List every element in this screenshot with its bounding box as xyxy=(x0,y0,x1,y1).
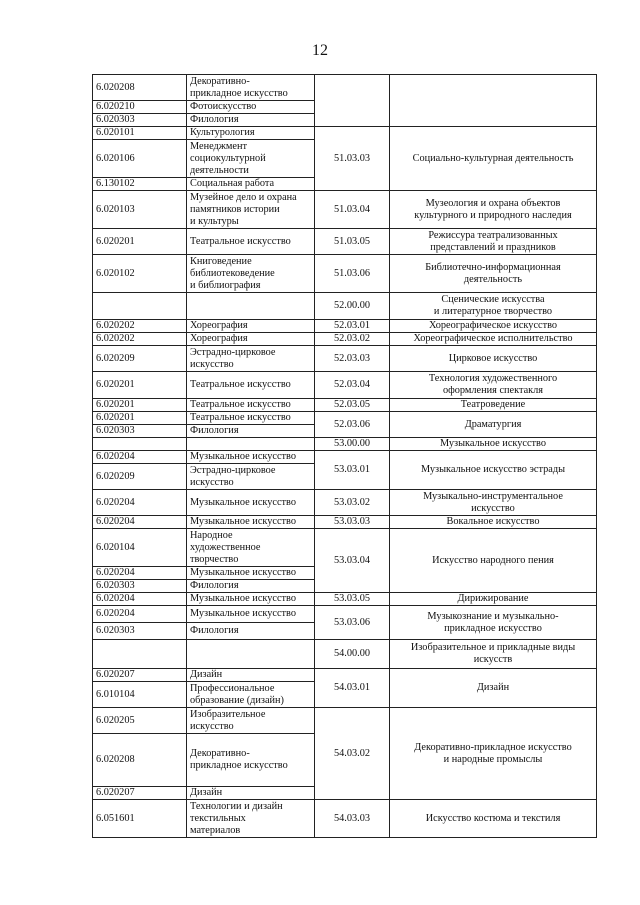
old-code-cell: 6.020303 xyxy=(93,580,187,593)
new-name-cell: Театроведение xyxy=(390,399,597,412)
old-code-cell: 6.020106 xyxy=(93,140,187,178)
table-row xyxy=(93,127,597,140)
new-code-cell: 51.03.05 xyxy=(315,229,390,255)
table-row xyxy=(93,412,597,425)
new-code-cell: 53.03.02 xyxy=(315,490,390,516)
new-name-cell: Дирижирование xyxy=(390,593,597,606)
table-row xyxy=(93,708,597,734)
old-code-cell: 6.020303 xyxy=(93,425,187,438)
new-code-cell: 54.03.03 xyxy=(315,800,390,838)
new-code-cell: 52.03.04 xyxy=(315,372,390,399)
new-code-cell: 52.03.06 xyxy=(315,412,390,438)
old-name-cell: Декоративно- прикладное искусство xyxy=(187,734,315,787)
table-row xyxy=(93,451,597,464)
new-name-cell: Хореографическое исполнительство xyxy=(390,333,597,346)
old-code-cell: 6.020202 xyxy=(93,320,187,333)
old-code-cell: 6.020303 xyxy=(93,114,187,127)
table-row xyxy=(93,640,597,669)
specialty-correspondence-table xyxy=(92,74,597,838)
table-row xyxy=(93,255,597,293)
new-code-cell: 53.03.03 xyxy=(315,516,390,529)
old-name-cell: Дизайн xyxy=(187,787,315,800)
old-name-cell: Профессиональное образование (дизайн) xyxy=(187,682,315,708)
old-code-cell: 6.020103 xyxy=(93,191,187,229)
old-code-cell: 6.020208 xyxy=(93,734,187,787)
new-name-cell: Декоративно-прикладное искусство и народные промыслы xyxy=(390,708,597,800)
old-name-cell: Музыкальное искусство xyxy=(187,451,315,464)
new-code-cell: 51.03.06 xyxy=(315,255,390,293)
old-code-cell: 6.020204 xyxy=(93,567,187,580)
old-name-cell: Музыкальное искусство xyxy=(187,490,315,516)
old-name-cell: Социальная работа xyxy=(187,178,315,191)
old-code-cell xyxy=(93,640,187,669)
old-name-cell: Народное художественное творчество xyxy=(187,529,315,567)
old-name-cell: Дизайн xyxy=(187,669,315,682)
new-name-cell: Технология художественного оформления спектакля xyxy=(390,372,597,399)
old-name-cell xyxy=(187,438,315,451)
table-row xyxy=(93,229,597,255)
old-name-cell: Филология xyxy=(187,114,315,127)
old-code-cell: 6.130102 xyxy=(93,178,187,191)
old-code-cell xyxy=(93,438,187,451)
old-name-cell: Эстрадно-цирковое искусство xyxy=(187,346,315,372)
new-name-cell: Музыкознание и музыкально- прикладное искусство xyxy=(390,606,597,640)
old-name-cell: Декоративно- прикладное искусство xyxy=(187,75,315,101)
old-code-cell: 6.020104 xyxy=(93,529,187,567)
new-code-cell: 51.03.03 xyxy=(315,127,390,191)
old-name-cell: Музыкальное искусство xyxy=(187,567,315,580)
new-code-cell: 54.03.01 xyxy=(315,669,390,708)
new-name-cell: Вокальное искусство xyxy=(390,516,597,529)
new-name-cell: Драматургия xyxy=(390,412,597,438)
old-code-cell: 6.020201 xyxy=(93,372,187,399)
old-code-cell: 6.020303 xyxy=(93,623,187,640)
old-name-cell: Изобразительное искусство xyxy=(187,708,315,734)
table-row xyxy=(93,75,597,101)
new-name-cell: Музеология и охрана объектов культурного и природного наследия xyxy=(390,191,597,229)
old-name-cell: Филология xyxy=(187,425,315,438)
old-name-cell: Музейное дело и охрана памятников истории и культуры xyxy=(187,191,315,229)
old-name-cell: Музыкальное искусство xyxy=(187,593,315,606)
table-row xyxy=(93,191,597,229)
new-code-cell: 52.03.02 xyxy=(315,333,390,346)
table-row xyxy=(93,399,597,412)
old-code-cell: 6.020204 xyxy=(93,451,187,464)
new-code-cell: 52.03.01 xyxy=(315,320,390,333)
old-code-cell: 6.020210 xyxy=(93,101,187,114)
old-code-cell: 6.010104 xyxy=(93,682,187,708)
new-code-cell: 52.00.00 xyxy=(315,293,390,320)
old-code-cell: 6.020201 xyxy=(93,399,187,412)
old-name-cell: Театральное искусство xyxy=(187,399,315,412)
new-name-cell: Искусство народного пения xyxy=(390,529,597,593)
old-name-cell: Эстрадно-цирковое искусство xyxy=(187,464,315,490)
old-code-cell: 6.020205 xyxy=(93,708,187,734)
new-code-cell: 53.03.04 xyxy=(315,529,390,593)
old-code-cell: 6.020207 xyxy=(93,669,187,682)
table-row xyxy=(93,669,597,682)
new-name-cell: Библиотечно-информационная деятельность xyxy=(390,255,597,293)
old-code-cell: 6.020101 xyxy=(93,127,187,140)
old-name-cell: Культурология xyxy=(187,127,315,140)
old-code-cell: 6.020209 xyxy=(93,464,187,490)
new-name-cell: Музыкально-инструментальное искусство xyxy=(390,490,597,516)
old-code-cell xyxy=(93,293,187,320)
old-name-cell: Менеджмент социокультурной деятельности xyxy=(187,140,315,178)
new-name-cell: Хореографическое искусство xyxy=(390,320,597,333)
new-code-cell: 51.03.04 xyxy=(315,191,390,229)
new-name-cell: Музыкальное искусство xyxy=(390,438,597,451)
old-code-cell: 6.020204 xyxy=(93,490,187,516)
old-code-cell: 6.020204 xyxy=(93,606,187,623)
new-code-cell: 53.03.01 xyxy=(315,451,390,490)
old-code-cell: 6.020208 xyxy=(93,75,187,101)
old-name-cell: Фотоискусство xyxy=(187,101,315,114)
table-row xyxy=(93,529,597,567)
new-code-cell: 53.00.00 xyxy=(315,438,390,451)
table-row xyxy=(93,516,597,529)
table-row xyxy=(93,490,597,516)
new-code-cell: 52.03.03 xyxy=(315,346,390,372)
old-code-cell: 6.020204 xyxy=(93,593,187,606)
table-body xyxy=(93,75,597,838)
table-row xyxy=(93,438,597,451)
old-name-cell: Хореография xyxy=(187,333,315,346)
old-code-cell: 6.020202 xyxy=(93,333,187,346)
new-name-cell xyxy=(390,75,597,127)
new-name-cell: Искусство костюма и текстиля xyxy=(390,800,597,838)
new-name-cell: Изобразительное и прикладные виды искусств xyxy=(390,640,597,669)
old-name-cell: Хореография xyxy=(187,320,315,333)
new-name-cell: Режиссура театрализованных представлений и праздников xyxy=(390,229,597,255)
old-name-cell: Технологии и дизайн текстильных материалов xyxy=(187,800,315,838)
new-name-cell: Сценические искусства и литературное творчество xyxy=(390,293,597,320)
old-name-cell: Театральное искусство xyxy=(187,372,315,399)
table-row xyxy=(93,293,597,320)
page-number: 12 xyxy=(312,42,328,59)
table-row xyxy=(93,606,597,623)
old-code-cell: 6.020207 xyxy=(93,787,187,800)
new-name-cell: Социально-культурная деятельность xyxy=(390,127,597,191)
table-row xyxy=(93,320,597,333)
new-code-cell: 53.03.06 xyxy=(315,606,390,640)
new-name-cell: Музыкальное искусство эстрады xyxy=(390,451,597,490)
table-row xyxy=(93,346,597,372)
old-name-cell: Музыкальное искусство xyxy=(187,516,315,529)
old-code-cell: 6.020102 xyxy=(93,255,187,293)
table-row xyxy=(93,333,597,346)
old-code-cell: 6.020204 xyxy=(93,516,187,529)
new-code-cell: 54.00.00 xyxy=(315,640,390,669)
new-code-cell xyxy=(315,75,390,127)
new-code-cell: 54.03.02 xyxy=(315,708,390,800)
old-code-cell: 6.020209 xyxy=(93,346,187,372)
new-code-cell: 52.03.05 xyxy=(315,399,390,412)
old-name-cell xyxy=(187,640,315,669)
old-name-cell: Театральное искусство xyxy=(187,412,315,425)
old-name-cell: Театральное искусство xyxy=(187,229,315,255)
old-code-cell: 6.051601 xyxy=(93,800,187,838)
old-name-cell: Музыкальное искусство xyxy=(187,606,315,623)
new-code-cell: 53.03.05 xyxy=(315,593,390,606)
old-code-cell: 6.020201 xyxy=(93,229,187,255)
old-name-cell: Филология xyxy=(187,580,315,593)
table-row xyxy=(93,372,597,399)
old-code-cell: 6.020201 xyxy=(93,412,187,425)
new-name-cell: Дизайн xyxy=(390,669,597,708)
table-row xyxy=(93,593,597,606)
old-name-cell xyxy=(187,293,315,320)
old-name-cell: Книговедение библиотековедение и библиография xyxy=(187,255,315,293)
new-name-cell: Цирковое искусство xyxy=(390,346,597,372)
old-name-cell: Филология xyxy=(187,623,315,640)
table-row xyxy=(93,800,597,838)
